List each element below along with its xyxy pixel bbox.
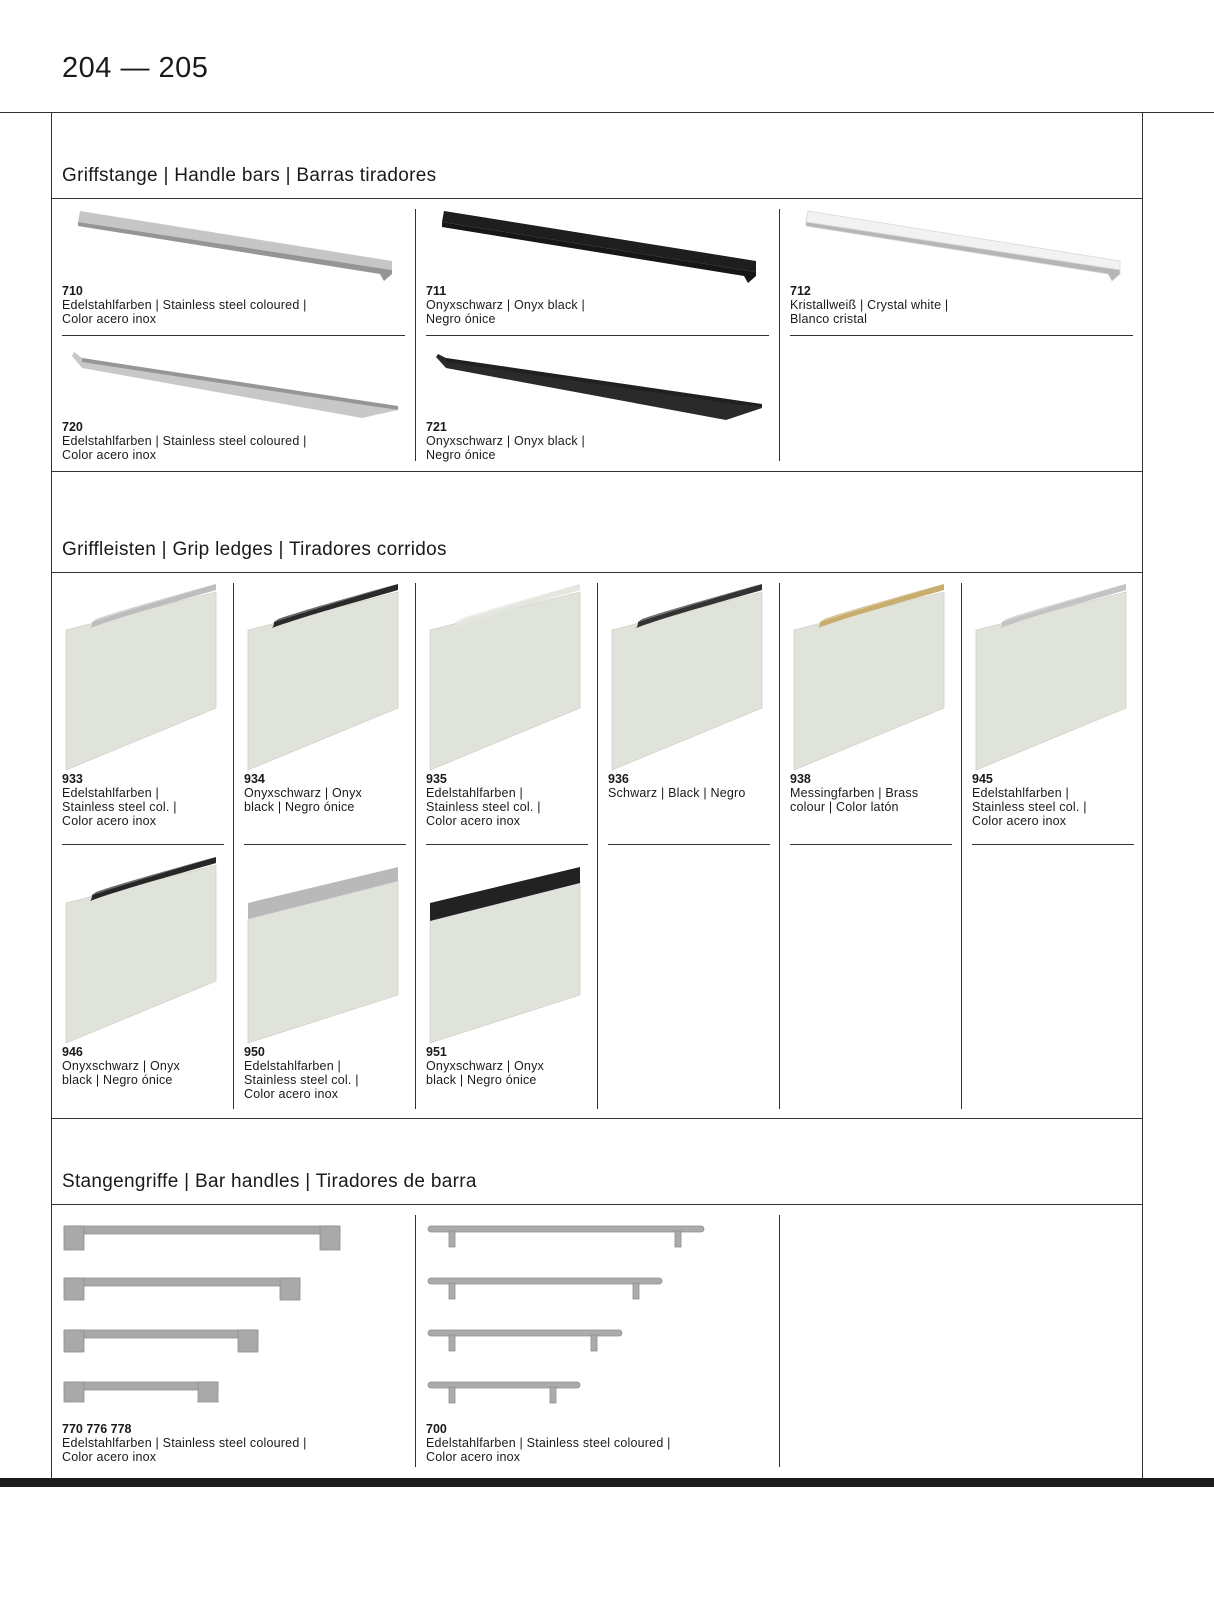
foot xyxy=(675,1231,681,1247)
product-code: 933 xyxy=(62,772,83,786)
item-rule xyxy=(244,844,406,845)
product-description: Edelstahlfarben | xyxy=(244,1059,341,1073)
foot xyxy=(280,1278,300,1300)
product-code: 934 xyxy=(244,772,265,786)
product-description: Color acero inox xyxy=(62,1450,157,1464)
column-divider xyxy=(597,583,598,1109)
bar-handle-round-image xyxy=(426,1220,766,1422)
column-divider xyxy=(961,583,962,1109)
product-934 xyxy=(244,584,406,814)
product-code: 712 xyxy=(790,284,811,298)
bar xyxy=(428,1226,704,1232)
frame-left xyxy=(51,112,52,1478)
product-721 xyxy=(426,348,766,462)
product-code: 945 xyxy=(972,772,993,786)
grip-ledge-image xyxy=(244,857,404,1045)
product-code: 936 xyxy=(608,772,629,786)
column-divider xyxy=(415,1215,416,1467)
foot xyxy=(64,1226,84,1250)
product-description: Blanco cristal xyxy=(790,312,868,326)
foot xyxy=(550,1387,556,1403)
frame-right xyxy=(1142,112,1143,1478)
bar-edge xyxy=(446,358,762,408)
product-description: Edelstahlfarben | Stainless steel coloured | xyxy=(62,298,307,312)
cabinet-front xyxy=(794,592,944,770)
bar xyxy=(64,1382,218,1390)
item-rule xyxy=(790,335,1133,336)
product-description: black | Negro ónice xyxy=(62,1073,173,1087)
bar xyxy=(64,1278,300,1286)
product-description: Edelstahlfarben | Stainless steel coloured | xyxy=(62,1436,307,1450)
column-divider xyxy=(233,583,234,1109)
product-933 xyxy=(62,584,224,828)
foot xyxy=(449,1387,455,1403)
bar-face xyxy=(78,211,392,270)
product-description: Edelstahlfarben | xyxy=(426,786,523,800)
cabinet-front xyxy=(612,592,762,770)
product-code: 711 xyxy=(426,284,447,298)
section-divider xyxy=(51,471,1142,472)
bar-edge xyxy=(78,222,392,281)
product-description: Edelstahlfarben | Stainless steel coloured | xyxy=(426,1436,671,1450)
product-description: Messingfarben | Brass xyxy=(790,786,919,800)
foot xyxy=(449,1335,455,1351)
product-770-776-778 xyxy=(62,1220,402,1464)
handle-bar-image xyxy=(62,208,402,284)
grip-ledge-image xyxy=(244,584,404,772)
bar-edge xyxy=(82,358,398,410)
section-title-handle-bars: Griffstange | Handle bars | Barras tiradores xyxy=(62,165,437,186)
item-rule xyxy=(972,844,1134,845)
foot xyxy=(320,1226,340,1250)
header-divider xyxy=(0,112,1214,113)
grip-ledge-image xyxy=(972,584,1132,772)
foot xyxy=(64,1278,84,1300)
product-946 xyxy=(62,857,224,1087)
foot xyxy=(591,1335,597,1351)
product-description: colour | Color latón xyxy=(790,800,899,814)
bar xyxy=(64,1330,258,1338)
section-divider xyxy=(51,198,1142,199)
foot xyxy=(238,1330,258,1352)
foot xyxy=(64,1382,84,1402)
product-description: Stainless steel col. | xyxy=(972,800,1087,814)
item-rule xyxy=(426,335,769,336)
product-description: Edelstahlfarben | Stainless steel coloured | xyxy=(62,434,307,448)
item-rule xyxy=(62,844,224,845)
section-divider xyxy=(51,1204,1142,1205)
product-code: 951 xyxy=(426,1045,447,1059)
product-936 xyxy=(608,584,770,800)
product-description: Onyxschwarz | Onyx xyxy=(62,1059,180,1073)
bar-edge xyxy=(806,222,1120,281)
section-title-bar-handles: Stangengriffe | Bar handles | Tiradores de barra xyxy=(62,1171,477,1192)
foot xyxy=(64,1330,84,1352)
foot xyxy=(198,1382,218,1402)
product-938 xyxy=(790,584,952,814)
column-divider xyxy=(415,209,416,461)
cabinet-front xyxy=(976,592,1126,770)
product-description: Edelstahlfarben | xyxy=(62,786,159,800)
product-700 xyxy=(426,1220,766,1464)
handle-bar-image xyxy=(426,348,766,420)
footer-bar xyxy=(0,1478,1214,1487)
product-description: Color acero inox xyxy=(62,312,157,326)
product-description: Stainless steel col. | xyxy=(426,800,541,814)
product-code: 950 xyxy=(244,1045,265,1059)
cabinet-front xyxy=(248,592,398,770)
product-code: 720 xyxy=(62,420,83,434)
cabinet-front xyxy=(430,592,580,770)
bar xyxy=(428,1278,662,1284)
product-712 xyxy=(790,208,1130,326)
item-rule xyxy=(608,844,770,845)
bar-face xyxy=(806,211,1120,270)
product-code: 700 xyxy=(426,1422,447,1436)
product-description: Color acero inox xyxy=(426,1450,521,1464)
cabinet-front xyxy=(66,865,216,1043)
handle-bar-image xyxy=(426,208,766,284)
product-description: Negro ónice xyxy=(426,448,496,462)
product-720 xyxy=(62,348,402,462)
grip-ledge-image xyxy=(62,584,222,772)
product-description: Edelstahlfarben | xyxy=(972,786,1069,800)
product-935 xyxy=(426,584,588,828)
product-description: Color acero inox xyxy=(244,1087,339,1101)
grip-ledge-image xyxy=(62,857,222,1045)
product-950 xyxy=(244,857,406,1101)
product-description: Schwarz | Black | Negro xyxy=(608,786,746,800)
grip-ledge-image xyxy=(426,584,586,772)
column-divider xyxy=(779,583,780,1109)
product-description: Stainless steel col. | xyxy=(244,1073,359,1087)
product-code: 770 776 778 xyxy=(62,1422,132,1436)
product-code: 721 xyxy=(426,420,447,434)
product-description: Color acero inox xyxy=(62,814,157,828)
grip-ledge-image xyxy=(426,857,586,1045)
product-description: black | Negro ónice xyxy=(426,1073,537,1087)
bar-face xyxy=(442,211,756,272)
product-description: Onyxschwarz | Onyx black | xyxy=(426,434,585,448)
product-951 xyxy=(426,857,588,1087)
foot xyxy=(633,1283,639,1299)
bar-handle-square-image xyxy=(62,1220,402,1422)
bar-edge xyxy=(442,222,756,283)
item-rule xyxy=(426,844,588,845)
product-945 xyxy=(972,584,1134,828)
product-description: Color acero inox xyxy=(426,814,521,828)
item-rule xyxy=(62,335,405,336)
product-710 xyxy=(62,208,402,326)
section-divider xyxy=(51,1118,1142,1119)
column-divider xyxy=(415,583,416,1109)
product-code: 946 xyxy=(62,1045,83,1059)
handle-bar-image xyxy=(790,208,1130,284)
cabinet-front xyxy=(66,592,216,770)
foot xyxy=(449,1283,455,1299)
column-divider xyxy=(779,209,780,461)
product-description: Color acero inox xyxy=(972,814,1067,828)
product-description: Negro ónice xyxy=(426,312,496,326)
handle-bar-image xyxy=(62,348,402,420)
bar xyxy=(64,1226,340,1234)
product-description: Onyxschwarz | Onyx xyxy=(244,786,362,800)
product-description: Color acero inox xyxy=(62,448,157,462)
product-711 xyxy=(426,208,766,326)
product-code: 938 xyxy=(790,772,811,786)
foot xyxy=(449,1231,455,1247)
product-description: Kristallweiß | Crystal white | xyxy=(790,298,949,312)
column-divider xyxy=(779,1215,780,1467)
grip-ledge-image xyxy=(608,584,768,772)
section-divider xyxy=(51,572,1142,573)
product-description: Onyxschwarz | Onyx xyxy=(426,1059,544,1073)
section-title-grip-ledges: Griffleisten | Grip ledges | Tiradores corridos xyxy=(62,539,447,560)
page-number: 204 — 205 xyxy=(62,52,209,84)
product-code: 710 xyxy=(62,284,83,298)
product-description: Stainless steel col. | xyxy=(62,800,177,814)
grip-ledge-image xyxy=(790,584,950,772)
product-code: 935 xyxy=(426,772,447,786)
product-description: black | Negro ónice xyxy=(244,800,355,814)
item-rule xyxy=(790,844,952,845)
product-description: Onyxschwarz | Onyx black | xyxy=(426,298,585,312)
